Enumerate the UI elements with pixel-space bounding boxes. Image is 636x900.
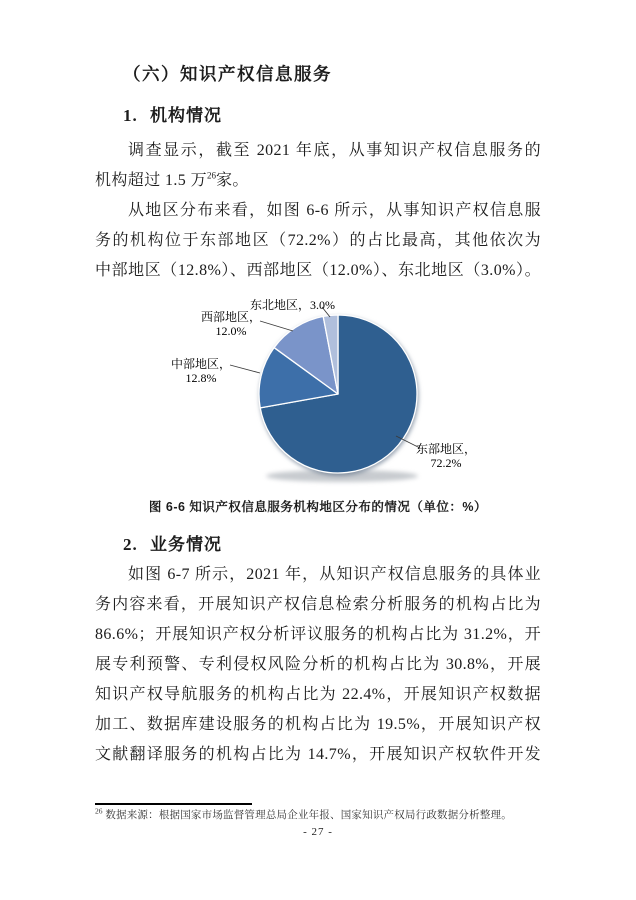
paragraph-2 bbox=[95, 196, 541, 286]
footnote-text: 数据来源：根据国家市场监督管理总局企业年报、国家知识产权局行政数据分析整理。 bbox=[105, 810, 512, 821]
pie-label-xibu: 西部地区， 12.0% bbox=[200, 310, 261, 338]
pie-label-dongbu: 东部地区， 72.2% bbox=[415, 442, 476, 470]
pie-slices bbox=[259, 315, 417, 473]
section-heading: （六）知识产权信息服务 bbox=[123, 64, 332, 84]
text-line: 86.6%；开展知识产权分析评议服务的机构占比为 31.2%，开 bbox=[95, 626, 541, 643]
text-line: 调查显示，截至 2021 年底，从事知识产权信息服务的 bbox=[128, 142, 541, 159]
subsection-1-heading: 1. 机构情况 bbox=[123, 106, 222, 125]
subsection-2-heading: 2. 业务情况 bbox=[123, 535, 222, 554]
page-number: - 27 - bbox=[303, 826, 333, 838]
text-line bbox=[95, 166, 541, 196]
pie-label-dongbei: 东北地区，3.0% bbox=[250, 298, 336, 312]
footnote-number: 26 bbox=[95, 806, 103, 816]
footnote-ref: 26 bbox=[207, 170, 217, 181]
text-line: 加工、数据库建设服务的机构占比为 19.5%，开展知识产权 bbox=[95, 716, 541, 733]
text-line: 务内容来看，开展知识产权信息检索分析服务的机构占比为 bbox=[95, 596, 541, 613]
text-line: 文献翻译服务的机构占比为 14.7%，开展知识产权软件开发 bbox=[95, 746, 541, 763]
text-line: 展专利预警、专利侵权风险分析的机构占比为 30.8%，开展 bbox=[95, 656, 541, 673]
paragraph-1 bbox=[95, 136, 541, 196]
text-line: 知识产权导航服务的机构占比为 22.4%，开展知识产权数据 bbox=[95, 686, 541, 703]
text-line: 从地区分布来看，如图 6-6 所示，从事知识产权信息服 bbox=[128, 202, 541, 219]
paragraph-3 bbox=[95, 560, 541, 770]
text-line: 如图 6-7 所示，2021 年，从知识产权信息服务的具体业 bbox=[128, 566, 541, 583]
footnote bbox=[95, 808, 555, 823]
text-segment: 机构超过 1.5 万 bbox=[95, 172, 208, 189]
text-segment: 家。 bbox=[216, 172, 249, 189]
pie-label-zhongbu: 中部地区， 12.8% bbox=[170, 357, 231, 385]
chart-caption: 图 6-6 知识产权信息服务机构地区分布的情况（单位：%） bbox=[148, 500, 488, 514]
footnote-divider bbox=[95, 803, 252, 805]
text-line: 务的机构位于东部地区（72.2%）的占比最高，其他依次为 bbox=[95, 232, 541, 249]
pie-chart bbox=[150, 293, 496, 505]
text-line: 中部地区（12.8%）、西部地区（12.0%）、东北地区（3.0%）。 bbox=[95, 262, 541, 279]
